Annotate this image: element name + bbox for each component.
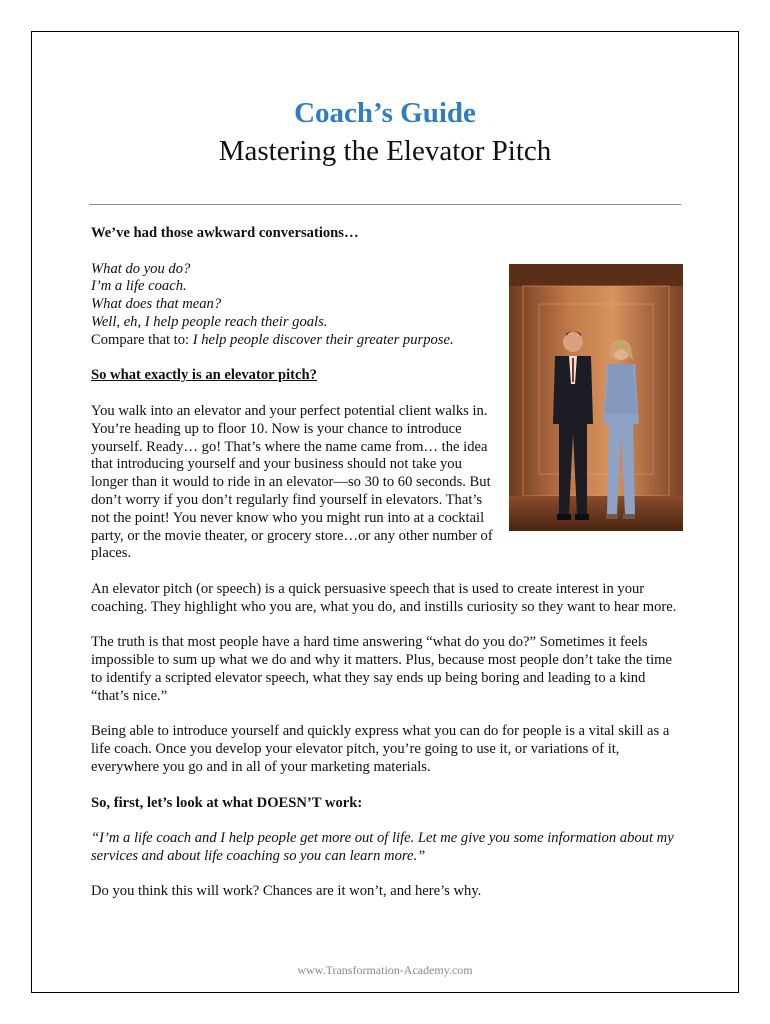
intro-line: I’m a life coach. xyxy=(91,278,187,295)
paragraph: Being able to introduce yourself and quickly express what you can do for people is a vital skill as a life coach. Once you develop your elevator pitch, you’re going to use it, or variations of it, everywhere you go and in all of your marketing materials. xyxy=(91,723,670,775)
divider xyxy=(89,204,681,205)
document-title: Coach’s Guide xyxy=(294,97,476,129)
paragraph: An elevator pitch (or speech) is a quick persuasive speech that is used to create interest in your coaching. They highlight who you are, what you do, and instills curiosity so they want to hear more. xyxy=(91,580,677,615)
document-subtitle: Mastering the Elevator Pitch xyxy=(218,135,552,167)
intro-line: What do you do? xyxy=(91,260,191,277)
paragraph: The truth is that most people have a hard time answering “what do you do?” Sometimes it feels impossible to sum up what we do and why it matters. Plus, because most people don’t take the time to identify a scripted elevator speech, what they say ends up being boring and leading to a kind “that’s nice.” xyxy=(91,634,672,704)
footer-url: www.Transformation-Academy.com xyxy=(297,963,473,977)
document-body xyxy=(91,225,683,919)
section-heading-elevator-pitch: So what exactly is an elevator pitch? xyxy=(91,367,317,384)
paragraph: You walk into an elevator and your perfect potential client walks in. You’re heading up to floor 10. Now is your chance to introduce yourself. Ready… go! That’s where the name came from… the idea that introducing yourself and your business should not take you longer than it would to ride in an elevator—so 30 to 60 seconds. But don’t worry if you don’t regularly find yourself in elevators. That’s not the point! You never know who you might run into at a cocktail party, or the movie theater, or grocery store…or any other number of places. xyxy=(91,402,493,562)
intro-heading: We’ve had those awkward conversations… xyxy=(91,225,359,241)
closing-paragraph: Do you think this will work? Chances are it won’t, and here’s why. xyxy=(91,883,482,900)
elevator-photo-illustration xyxy=(509,264,683,531)
example-quote: “I’m a life coach and I help people get more out of life. Let me give you some information about my services and about life coaching so you can learn more.” xyxy=(91,830,674,864)
compare-prefix: Compare that to: xyxy=(91,331,193,348)
compare-italic: I help people discover their greater purpose. xyxy=(192,331,454,348)
section-heading-doesnt-work: So, first, let’s look at what DOESN’T work: xyxy=(91,794,363,811)
intro-line: What does that mean? xyxy=(91,296,222,313)
elevator-photo xyxy=(509,264,683,531)
intro-line: Well, eh, I help people reach their goals. xyxy=(91,313,328,330)
